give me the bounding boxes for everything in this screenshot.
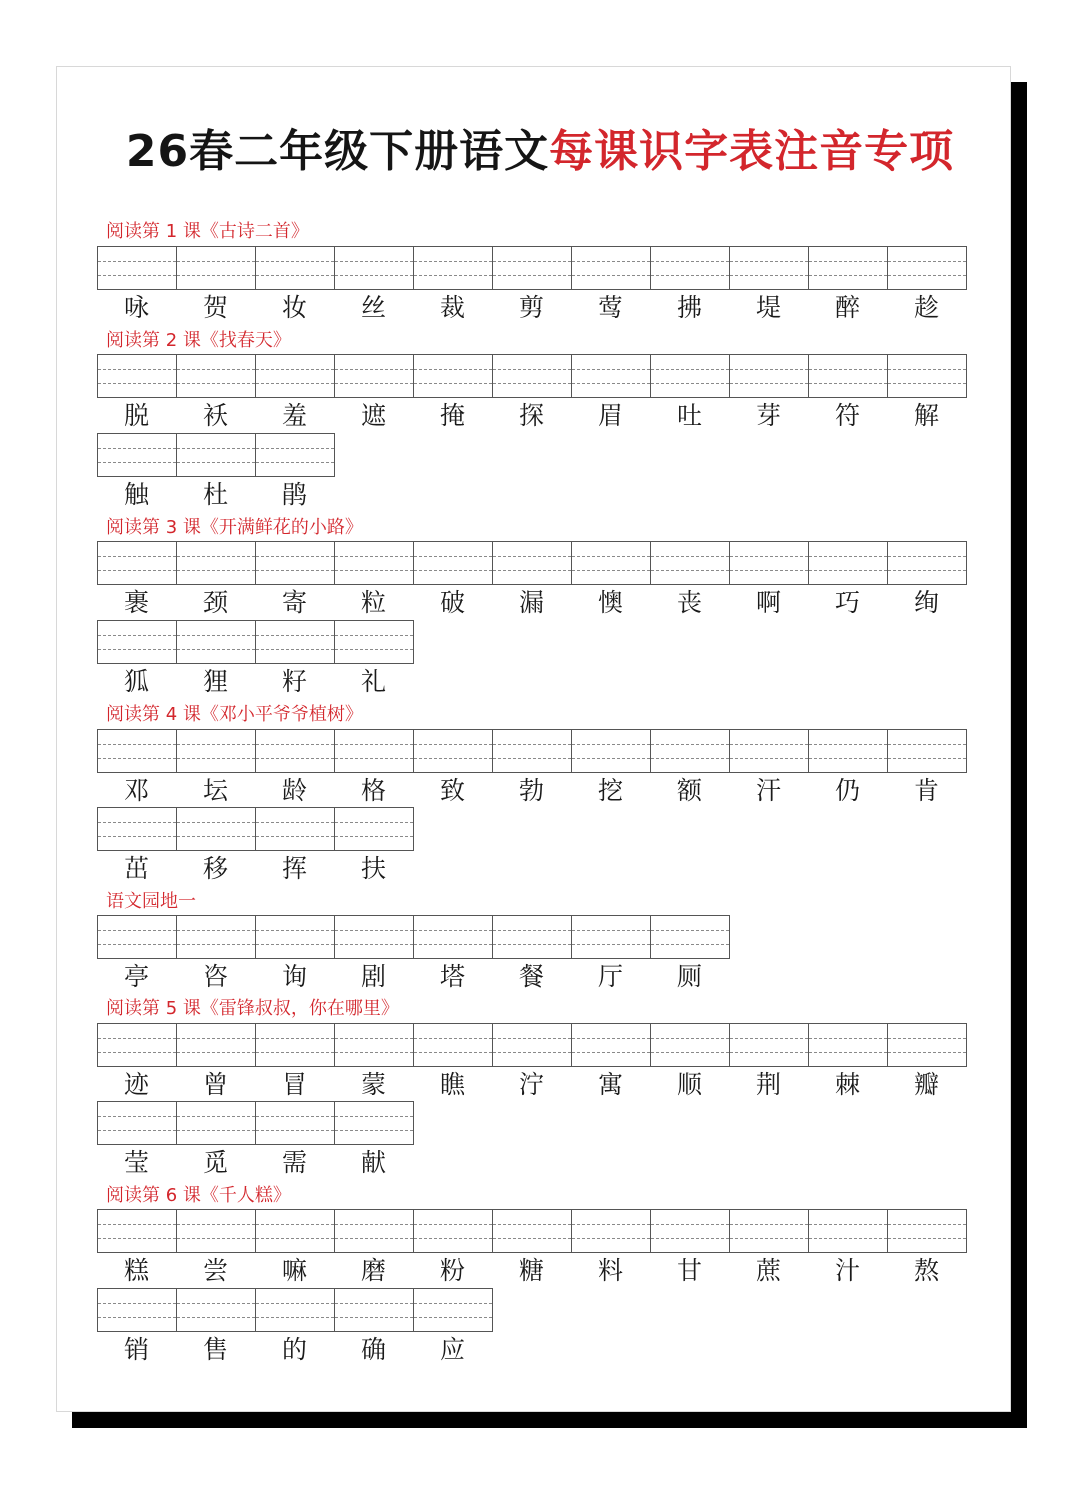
pinyin-writing-cell[interactable] <box>729 354 809 398</box>
hanzi-character: 裹 <box>123 588 149 617</box>
pinyin-writing-cell[interactable] <box>255 915 335 959</box>
hanzi-character: 礼 <box>360 667 386 696</box>
hanzi-character: 糖 <box>518 1256 544 1285</box>
hanzi-character: 勃 <box>518 776 544 805</box>
hanzi-character: 趁 <box>913 293 939 322</box>
pinyin-writing-cell[interactable] <box>650 1023 730 1067</box>
pinyin-writing-cell[interactable] <box>176 1209 256 1253</box>
character-row <box>97 774 966 808</box>
pinyin-writing-cell[interactable] <box>413 246 493 290</box>
hanzi-character: 咏 <box>123 293 149 322</box>
hanzi-character: 磨 <box>360 1256 386 1285</box>
hanzi-character: 莺 <box>597 293 623 322</box>
hanzi-character: 汁 <box>834 1256 860 1285</box>
pinyin-grid-row <box>97 433 335 477</box>
pinyin-writing-cell[interactable] <box>571 915 651 959</box>
pinyin-writing-cell[interactable] <box>255 1023 335 1067</box>
pinyin-grid-row <box>97 1209 967 1253</box>
hanzi-character: 挥 <box>281 854 307 883</box>
character-row <box>97 291 966 325</box>
pinyin-writing-cell[interactable] <box>808 246 888 290</box>
pinyin-writing-cell[interactable] <box>887 246 967 290</box>
hanzi-character: 吐 <box>676 401 702 430</box>
hanzi-character: 蔗 <box>755 1256 781 1285</box>
hanzi-character: 啊 <box>755 588 781 617</box>
lesson-label: 阅读第 6 课《千人糕》 <box>106 1185 291 1206</box>
character-row <box>97 399 966 433</box>
pinyin-writing-cell[interactable] <box>650 541 730 585</box>
pinyin-writing-cell[interactable] <box>176 807 256 851</box>
hanzi-character: 妆 <box>281 293 307 322</box>
pinyin-writing-cell[interactable] <box>255 433 335 477</box>
pinyin-writing-cell[interactable] <box>413 354 493 398</box>
pinyin-grid-row <box>97 807 414 851</box>
hanzi-character: 曾 <box>202 1070 228 1099</box>
hanzi-character: 寄 <box>281 588 307 617</box>
pinyin-writing-cell[interactable] <box>334 1288 414 1332</box>
pinyin-writing-cell[interactable] <box>571 541 651 585</box>
hanzi-character: 迹 <box>123 1070 149 1099</box>
pinyin-writing-cell[interactable] <box>97 1288 177 1332</box>
pinyin-writing-cell[interactable] <box>492 1023 572 1067</box>
hanzi-character: 瞧 <box>439 1070 465 1099</box>
hanzi-character: 粉 <box>439 1256 465 1285</box>
pinyin-writing-cell[interactable] <box>571 354 651 398</box>
pinyin-writing-cell[interactable] <box>255 807 335 851</box>
hanzi-character: 粒 <box>360 588 386 617</box>
character-row <box>97 1146 413 1180</box>
hanzi-character: 寓 <box>597 1070 623 1099</box>
pinyin-writing-cell[interactable] <box>334 915 414 959</box>
pinyin-writing-cell[interactable] <box>492 915 572 959</box>
pinyin-writing-cell[interactable] <box>255 729 335 773</box>
hanzi-character: 售 <box>202 1335 228 1364</box>
pinyin-writing-cell[interactable] <box>255 1101 335 1145</box>
pinyin-writing-cell[interactable] <box>887 541 967 585</box>
pinyin-grid-row <box>97 620 414 664</box>
hanzi-character: 尝 <box>202 1256 228 1285</box>
pinyin-writing-cell[interactable] <box>255 1209 335 1253</box>
pinyin-writing-cell[interactable] <box>492 541 572 585</box>
pinyin-grid-row <box>97 1288 493 1332</box>
pinyin-writing-cell[interactable] <box>808 541 888 585</box>
pinyin-writing-cell[interactable] <box>887 1023 967 1067</box>
hanzi-character: 丧 <box>676 588 702 617</box>
hanzi-character: 触 <box>123 480 149 509</box>
pinyin-writing-cell[interactable] <box>571 1209 651 1253</box>
character-row <box>97 960 729 994</box>
hanzi-character: 破 <box>439 588 465 617</box>
pinyin-writing-cell[interactable] <box>729 729 809 773</box>
pinyin-writing-cell[interactable] <box>97 620 177 664</box>
hanzi-character: 丝 <box>360 293 386 322</box>
hanzi-character: 致 <box>439 776 465 805</box>
pinyin-writing-cell[interactable] <box>729 1209 809 1253</box>
pinyin-writing-cell[interactable] <box>176 246 256 290</box>
hanzi-character: 剧 <box>360 962 386 991</box>
hanzi-character: 料 <box>597 1256 623 1285</box>
hanzi-character: 遮 <box>360 401 386 430</box>
character-row <box>97 852 413 886</box>
hanzi-character: 糕 <box>123 1256 149 1285</box>
pinyin-writing-cell[interactable] <box>97 1023 177 1067</box>
pinyin-writing-cell[interactable] <box>808 729 888 773</box>
hanzi-character: 咨 <box>202 962 228 991</box>
pinyin-writing-cell[interactable] <box>492 246 572 290</box>
pinyin-writing-cell[interactable] <box>97 729 177 773</box>
pinyin-writing-cell[interactable] <box>97 915 177 959</box>
hanzi-character: 醉 <box>834 293 860 322</box>
pinyin-writing-cell[interactable] <box>97 807 177 851</box>
hanzi-character: 邓 <box>123 776 149 805</box>
hanzi-character: 懊 <box>597 588 623 617</box>
pinyin-writing-cell[interactable] <box>650 729 730 773</box>
pinyin-writing-cell[interactable] <box>97 354 177 398</box>
title-red-part: 每课识字表注音专项 <box>549 126 955 177</box>
pinyin-writing-cell[interactable] <box>887 354 967 398</box>
pinyin-writing-cell[interactable] <box>808 354 888 398</box>
lesson-label: 阅读第 3 课《开满鲜花的小路》 <box>106 517 363 538</box>
hanzi-character: 汗 <box>755 776 781 805</box>
pinyin-writing-cell[interactable] <box>729 246 809 290</box>
hanzi-character: 泞 <box>518 1070 544 1099</box>
hanzi-character: 剪 <box>518 293 544 322</box>
character-row <box>97 478 334 512</box>
hanzi-character: 裁 <box>439 293 465 322</box>
hanzi-character: 冒 <box>281 1070 307 1099</box>
pinyin-grid-row <box>97 541 967 585</box>
pinyin-grid-row <box>97 1023 967 1067</box>
hanzi-character: 坛 <box>202 776 228 805</box>
pinyin-writing-cell[interactable] <box>176 915 256 959</box>
pinyin-writing-cell[interactable] <box>176 729 256 773</box>
pinyin-writing-cell[interactable] <box>571 729 651 773</box>
hanzi-character: 拂 <box>676 293 702 322</box>
hanzi-character: 询 <box>281 962 307 991</box>
hanzi-character: 杜 <box>202 480 228 509</box>
lesson-label: 阅读第 5 课《雷锋叔叔，你在哪里》 <box>106 998 399 1019</box>
pinyin-writing-cell[interactable] <box>413 1209 493 1253</box>
hanzi-character: 觅 <box>202 1148 228 1177</box>
hanzi-character: 鹃 <box>281 480 307 509</box>
pinyin-writing-cell[interactable] <box>650 1209 730 1253</box>
pinyin-writing-cell[interactable] <box>808 1023 888 1067</box>
pinyin-writing-cell[interactable] <box>334 541 414 585</box>
pinyin-writing-cell[interactable] <box>334 1101 414 1145</box>
hanzi-character: 甘 <box>676 1256 702 1285</box>
hanzi-character: 芽 <box>755 401 781 430</box>
hanzi-character: 瓣 <box>913 1070 939 1099</box>
hanzi-character: 肯 <box>913 776 939 805</box>
hanzi-character: 羞 <box>281 401 307 430</box>
pinyin-writing-cell[interactable] <box>887 729 967 773</box>
character-row <box>97 586 966 620</box>
hanzi-character: 厅 <box>597 962 623 991</box>
hanzi-character: 解 <box>913 401 939 430</box>
hanzi-character: 确 <box>360 1335 386 1364</box>
hanzi-character: 贺 <box>202 293 228 322</box>
hanzi-character: 堤 <box>755 293 781 322</box>
lesson-label: 阅读第 2 课《找春天》 <box>106 330 291 351</box>
pinyin-writing-cell[interactable] <box>334 807 414 851</box>
hanzi-character: 棘 <box>834 1070 860 1099</box>
hanzi-character: 符 <box>834 401 860 430</box>
hanzi-character: 的 <box>281 1335 307 1364</box>
hanzi-character: 销 <box>123 1335 149 1364</box>
pinyin-writing-cell[interactable] <box>97 433 177 477</box>
hanzi-character: 龄 <box>281 776 307 805</box>
pinyin-writing-cell[interactable] <box>887 1209 967 1253</box>
hanzi-character: 蒙 <box>360 1070 386 1099</box>
hanzi-character: 需 <box>281 1148 307 1177</box>
pinyin-grid-row <box>97 354 967 398</box>
pinyin-grid-row <box>97 729 967 773</box>
pinyin-writing-cell[interactable] <box>729 1023 809 1067</box>
hanzi-character: 嘛 <box>281 1256 307 1285</box>
pinyin-grid-row <box>97 1101 414 1145</box>
hanzi-character: 献 <box>360 1148 386 1177</box>
hanzi-character: 掩 <box>439 401 465 430</box>
lesson-label: 阅读第 4 课《邓小平爷爷植树》 <box>106 704 363 725</box>
pinyin-writing-cell[interactable] <box>176 1101 256 1145</box>
pinyin-writing-cell[interactable] <box>334 620 414 664</box>
pinyin-writing-cell[interactable] <box>650 246 730 290</box>
hanzi-character: 扶 <box>360 854 386 883</box>
hanzi-character: 颈 <box>202 588 228 617</box>
pinyin-writing-cell[interactable] <box>334 354 414 398</box>
pinyin-writing-cell[interactable] <box>492 1209 572 1253</box>
hanzi-character: 探 <box>518 401 544 430</box>
pinyin-writing-cell[interactable] <box>97 1101 177 1145</box>
hanzi-character: 茁 <box>123 854 149 883</box>
pinyin-writing-cell[interactable] <box>571 246 651 290</box>
pinyin-writing-cell[interactable] <box>413 1288 493 1332</box>
hanzi-character: 熬 <box>913 1256 939 1285</box>
pinyin-writing-cell[interactable] <box>492 729 572 773</box>
hanzi-character: 袄 <box>202 401 228 430</box>
hanzi-character: 额 <box>676 776 702 805</box>
hanzi-character: 应 <box>439 1335 465 1364</box>
pinyin-writing-cell[interactable] <box>413 1023 493 1067</box>
hanzi-character: 荆 <box>755 1070 781 1099</box>
pinyin-writing-cell[interactable] <box>176 1023 256 1067</box>
hanzi-character: 移 <box>202 854 228 883</box>
pinyin-writing-cell[interactable] <box>334 1023 414 1067</box>
hanzi-character: 顺 <box>676 1070 702 1099</box>
character-row <box>97 1068 966 1102</box>
character-row <box>97 1333 492 1367</box>
hanzi-character: 籽 <box>281 667 307 696</box>
pinyin-writing-cell[interactable] <box>334 729 414 773</box>
hanzi-character: 莹 <box>123 1148 149 1177</box>
pinyin-writing-cell[interactable] <box>176 620 256 664</box>
hanzi-character: 眉 <box>597 401 623 430</box>
pinyin-writing-cell[interactable] <box>334 246 414 290</box>
pinyin-writing-cell[interactable] <box>571 1023 651 1067</box>
pinyin-writing-cell[interactable] <box>808 1209 888 1253</box>
hanzi-character: 狸 <box>202 667 228 696</box>
pinyin-writing-cell[interactable] <box>334 1209 414 1253</box>
title-black-part: 26春二年级下册语文 <box>125 126 550 177</box>
pinyin-writing-cell[interactable] <box>413 729 493 773</box>
hanzi-character: 漏 <box>518 588 544 617</box>
pinyin-writing-cell[interactable] <box>255 354 335 398</box>
character-row <box>97 1254 966 1288</box>
hanzi-character: 塔 <box>439 962 465 991</box>
pinyin-grid-row <box>97 915 730 959</box>
hanzi-character: 亭 <box>123 962 149 991</box>
pinyin-writing-cell[interactable] <box>255 1288 335 1332</box>
hanzi-character: 脱 <box>123 401 149 430</box>
lesson-label: 语文园地一 <box>106 891 196 912</box>
hanzi-character: 厕 <box>676 962 702 991</box>
hanzi-character: 挖 <box>597 776 623 805</box>
pinyin-writing-cell[interactable] <box>176 541 256 585</box>
pinyin-writing-cell[interactable] <box>729 541 809 585</box>
pinyin-writing-cell[interactable] <box>97 1209 177 1253</box>
hanzi-character: 餐 <box>518 962 544 991</box>
pinyin-writing-cell[interactable] <box>255 620 335 664</box>
pinyin-writing-cell[interactable] <box>650 354 730 398</box>
pinyin-writing-cell[interactable] <box>97 246 177 290</box>
pinyin-writing-cell[interactable] <box>176 433 256 477</box>
pinyin-writing-cell[interactable] <box>492 354 572 398</box>
pinyin-writing-cell[interactable] <box>176 1288 256 1332</box>
pinyin-writing-cell[interactable] <box>413 915 493 959</box>
pinyin-writing-cell[interactable] <box>255 246 335 290</box>
hanzi-character: 格 <box>360 776 386 805</box>
pinyin-writing-cell[interactable] <box>176 354 256 398</box>
hanzi-character: 仍 <box>834 776 860 805</box>
pinyin-writing-cell[interactable] <box>413 541 493 585</box>
pinyin-writing-cell[interactable] <box>97 541 177 585</box>
character-row <box>97 665 413 699</box>
pinyin-writing-cell[interactable] <box>650 915 730 959</box>
hanzi-character: 狐 <box>123 667 149 696</box>
lesson-label: 阅读第 1 课《古诗二首》 <box>106 221 309 242</box>
pinyin-writing-cell[interactable] <box>255 541 335 585</box>
hanzi-character: 绚 <box>913 588 939 617</box>
pinyin-grid-row <box>97 246 967 290</box>
hanzi-character: 巧 <box>834 588 860 617</box>
